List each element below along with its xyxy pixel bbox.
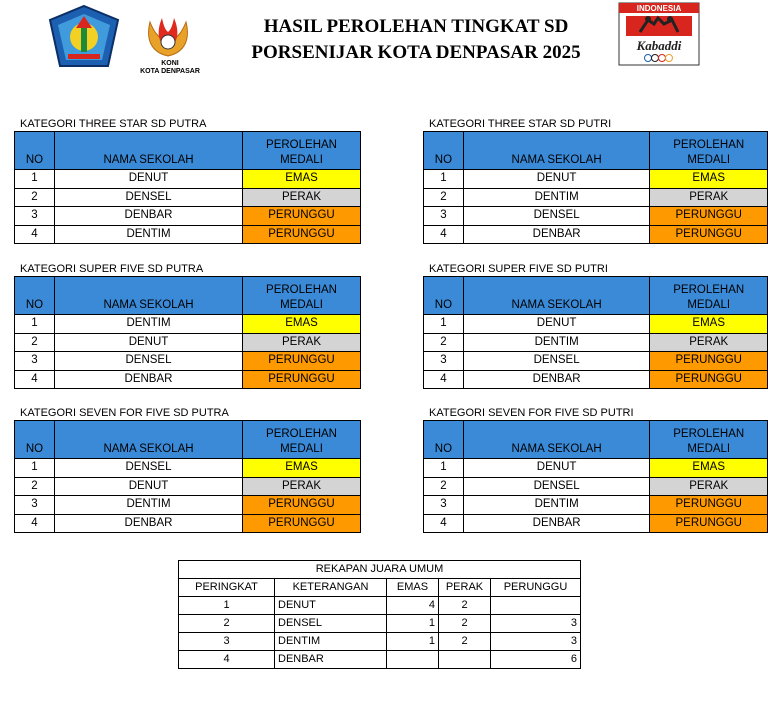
col-medal-header-line1: PEROLEHAN: [266, 284, 337, 296]
row-school: DENBAR: [55, 514, 243, 533]
recap-header-cell: EMAS: [387, 579, 439, 597]
medal-table: [14, 276, 361, 389]
koni-logo: [144, 8, 192, 60]
row-school: DENTIM: [463, 333, 650, 352]
row-no: 3: [424, 207, 464, 226]
col-school-header: NAMA SEKOLAH: [463, 421, 650, 459]
col-school-header: NAMA SEKOLAH: [55, 132, 243, 170]
row-medal: PERAK: [243, 333, 361, 352]
col-medal-header: [243, 277, 361, 315]
table-row: [15, 352, 361, 371]
category-title: KATEGORI SUPER FIVE SD PUTRI: [429, 263, 608, 275]
row-school: DENSEL: [55, 352, 243, 371]
table-row: [424, 225, 768, 244]
row-school: DENBAR: [463, 514, 650, 533]
table-row: [424, 333, 768, 352]
col-medal-header: [243, 421, 361, 459]
col-medal-header-line2: MEDALI: [280, 443, 323, 455]
category-title: KATEGORI SEVEN FOR FIVE SD PUTRA: [20, 407, 229, 419]
row-no: 2: [15, 477, 55, 496]
col-school-header: NAMA SEKOLAH: [463, 132, 650, 170]
row-school: DENTIM: [55, 496, 243, 515]
table-row: [424, 477, 768, 496]
row-school: DENSEL: [55, 188, 243, 207]
row-no: 1: [15, 459, 55, 478]
table-row: [15, 315, 361, 334]
row-medal: PERUNGGU: [650, 352, 768, 371]
recap-header-row: [179, 579, 581, 597]
row-school: DENUT: [463, 315, 650, 334]
row-medal: PERUNGGU: [650, 207, 768, 226]
col-school-header: NAMA SEKOLAH: [55, 421, 243, 459]
col-medal-header-line2: MEDALI: [687, 154, 731, 166]
recap-silver: [439, 651, 491, 669]
row-no: 2: [15, 188, 55, 207]
col-medal-header-line1: PEROLEHAN: [266, 428, 337, 440]
table-row: [15, 370, 361, 389]
recap-row: [179, 651, 581, 669]
row-school: DENBAR: [463, 370, 650, 389]
recap-rank: 3: [179, 633, 275, 651]
row-no: 2: [424, 477, 464, 496]
recap-rank: 1: [179, 597, 275, 615]
row-school: DENSEL: [463, 207, 650, 226]
medal-table: [423, 420, 768, 533]
table-row: [15, 333, 361, 352]
row-medal: PERUNGGU: [243, 370, 361, 389]
page-title-line2: PORSENIJAR KOTA DENPASAR 2025: [251, 42, 581, 63]
row-medal: PERUNGGU: [243, 514, 361, 533]
col-school-header: NAMA SEKOLAH: [463, 277, 650, 315]
row-school: DENUT: [55, 477, 243, 496]
recap-bronze: [491, 597, 581, 615]
row-medal: PERAK: [650, 333, 768, 352]
row-no: 4: [424, 370, 464, 389]
recap-header-cell: KETERANGAN: [275, 579, 387, 597]
recap-gold: [387, 651, 439, 669]
row-medal: EMAS: [650, 170, 768, 189]
row-medal: PERUNGGU: [650, 514, 768, 533]
row-no: 1: [424, 315, 464, 334]
row-medal: PERAK: [243, 188, 361, 207]
col-medal-header-line1: PEROLEHAN: [673, 428, 745, 440]
category-title: KATEGORI SUPER FIVE SD PUTRA: [20, 263, 204, 275]
row-medal: PERAK: [243, 477, 361, 496]
recap-row: [179, 597, 581, 615]
row-no: 1: [424, 170, 464, 189]
table-row: [424, 188, 768, 207]
recap-school: DENTIM: [275, 633, 387, 651]
recap-title: REKAPAN JUARA UMUM: [179, 561, 581, 579]
table-row: [15, 496, 361, 515]
row-medal: PERUNGGU: [650, 496, 768, 515]
kabaddi-logo-word: Kabaddi: [636, 38, 682, 53]
row-school: DENUT: [55, 170, 243, 189]
col-no-header: NO: [15, 277, 55, 315]
table-row: [15, 225, 361, 244]
col-medal-header: [243, 132, 361, 170]
row-medal: EMAS: [243, 459, 361, 478]
row-school: DENUT: [463, 170, 650, 189]
col-no-header: NO: [15, 132, 55, 170]
table-row: [15, 207, 361, 226]
medal-table: [14, 131, 361, 244]
col-medal-header-line2: MEDALI: [687, 443, 731, 455]
denpasar-city-emblem: [48, 4, 120, 70]
medal-table-header: [424, 132, 768, 170]
row-medal: EMAS: [650, 315, 768, 334]
row-school: DENTIM: [463, 188, 650, 207]
table-row: [424, 170, 768, 189]
medal-table: [14, 420, 361, 533]
table-row: [15, 170, 361, 189]
recap-header-cell: PERAK: [439, 579, 491, 597]
col-medal-header: [650, 421, 768, 459]
medal-table-header: [424, 277, 768, 315]
row-no: 3: [424, 352, 464, 371]
row-medal: EMAS: [243, 315, 361, 334]
recap-silver: 2: [439, 597, 491, 615]
page-title: [236, 14, 596, 66]
category-title: KATEGORI THREE STAR SD PUTRA: [20, 118, 207, 130]
row-no: 3: [15, 207, 55, 226]
recap-header-cell: PERINGKAT: [179, 579, 275, 597]
row-medal: EMAS: [243, 170, 361, 189]
recap-row: [179, 633, 581, 651]
row-no: 3: [15, 496, 55, 515]
row-school: DENBAR: [55, 370, 243, 389]
row-no: 1: [424, 459, 464, 478]
row-school: DENBAR: [55, 207, 243, 226]
table-row: [424, 514, 768, 533]
koni-label-line1: KONI: [161, 60, 179, 67]
table-row: [15, 477, 361, 496]
col-medal-header: [650, 132, 768, 170]
table-row: [15, 188, 361, 207]
row-no: 4: [15, 370, 55, 389]
recap-gold: 4: [387, 597, 439, 615]
page-title-line1: HASIL PEROLEHAN TINGKAT SD: [263, 16, 569, 37]
col-medal-header-line1: PEROLEHAN: [673, 139, 745, 151]
recap-bronze: 3: [491, 615, 581, 633]
row-no: 2: [15, 333, 55, 352]
table-row: [15, 514, 361, 533]
recap-gold: 1: [387, 615, 439, 633]
recap-rank: 2: [179, 615, 275, 633]
row-medal: PERUNGGU: [243, 225, 361, 244]
row-school: DENBAR: [463, 225, 650, 244]
table-row: [424, 496, 768, 515]
row-school: DENTIM: [463, 496, 650, 515]
row-school: DENUT: [463, 459, 650, 478]
row-no: 3: [15, 352, 55, 371]
table-row: [424, 352, 768, 371]
col-no-header: NO: [424, 132, 464, 170]
row-no: 1: [15, 170, 55, 189]
table-row: [424, 207, 768, 226]
row-no: 4: [424, 225, 464, 244]
koni-label-line2: KOTA DENPASAR: [140, 68, 200, 75]
col-medal-header-line2: MEDALI: [280, 299, 323, 311]
row-medal: PERAK: [650, 188, 768, 207]
row-no: 4: [424, 514, 464, 533]
col-medal-header: [650, 277, 768, 315]
row-medal: PERUNGGU: [650, 370, 768, 389]
col-no-header: NO: [15, 421, 55, 459]
recap-bronze: 3: [491, 633, 581, 651]
recap-bronze: 6: [491, 651, 581, 669]
row-medal: PERUNGGU: [243, 352, 361, 371]
medal-table-header: [424, 421, 768, 459]
row-school: DENSEL: [463, 352, 650, 371]
row-school: DENTIM: [55, 315, 243, 334]
row-medal: PERUNGGU: [243, 207, 361, 226]
medal-table: [423, 131, 768, 244]
recap-header-cell: PERUNGGU: [491, 579, 581, 597]
col-school-header: NAMA SEKOLAH: [55, 277, 243, 315]
recap-school: DENBAR: [275, 651, 387, 669]
koni-label: [140, 60, 200, 76]
row-school: DENSEL: [55, 459, 243, 478]
row-no: 2: [424, 188, 464, 207]
recap-silver: 2: [439, 615, 491, 633]
row-no: 2: [424, 333, 464, 352]
table-row: [424, 315, 768, 334]
medal-table: [423, 276, 768, 389]
row-school: DENSEL: [463, 477, 650, 496]
row-no: 1: [15, 315, 55, 334]
medal-table-header: [15, 277, 361, 315]
kabaddi-indonesia-logo: [618, 2, 700, 66]
table-row: [424, 370, 768, 389]
col-medal-header-line2: MEDALI: [687, 299, 731, 311]
table-row: [424, 459, 768, 478]
row-medal: PERUNGGU: [650, 225, 768, 244]
recap-school: DENSEL: [275, 615, 387, 633]
recap-silver: 2: [439, 633, 491, 651]
table-row: [15, 459, 361, 478]
col-no-header: NO: [424, 421, 464, 459]
col-medal-header-line2: MEDALI: [280, 154, 323, 166]
row-no: 3: [424, 496, 464, 515]
col-no-header: NO: [424, 277, 464, 315]
recap-table: [178, 560, 581, 669]
recap-school: DENUT: [275, 597, 387, 615]
recap-row: [179, 615, 581, 633]
col-medal-header-line1: PEROLEHAN: [266, 139, 337, 151]
medal-table-header: [15, 132, 361, 170]
medal-table-header: [15, 421, 361, 459]
row-medal: PERUNGGU: [243, 496, 361, 515]
recap-rank: 4: [179, 651, 275, 669]
row-no: 4: [15, 225, 55, 244]
row-medal: EMAS: [650, 459, 768, 478]
row-school: DENUT: [55, 333, 243, 352]
col-medal-header-line1: PEROLEHAN: [673, 284, 745, 296]
recap-gold: 1: [387, 633, 439, 651]
row-medal: PERAK: [650, 477, 768, 496]
category-title: KATEGORI THREE STAR SD PUTRI: [429, 118, 612, 130]
category-title: KATEGORI SEVEN FOR FIVE SD PUTRI: [429, 407, 634, 419]
kabaddi-logo-top-text: INDONESIA: [636, 4, 682, 13]
row-school: DENTIM: [55, 225, 243, 244]
row-no: 4: [15, 514, 55, 533]
